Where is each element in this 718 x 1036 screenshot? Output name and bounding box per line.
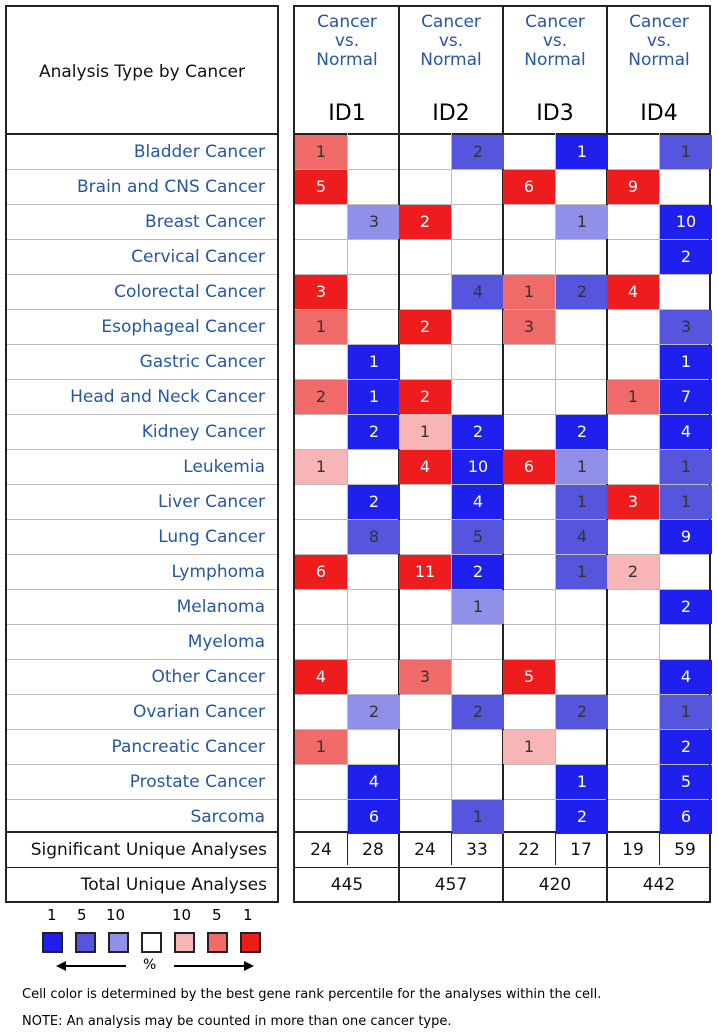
heatmap-cell[interactable]: 9 <box>607 170 659 204</box>
row-divider <box>7 204 277 205</box>
heatmap-cell[interactable]: 1 <box>660 485 712 519</box>
heatmap-cell[interactable]: 9 <box>660 520 712 554</box>
heatmap-cell[interactable]: 11 <box>399 555 451 589</box>
heatmap-cell[interactable]: 3 <box>607 485 659 519</box>
column-header-id2 <box>399 7 503 133</box>
significant-analyses-value: 22 <box>518 840 540 860</box>
column-header-id3 <box>503 7 607 133</box>
heatmap-cell[interactable]: 1 <box>452 800 504 834</box>
comparison-label-line: vs. <box>542 31 568 51</box>
note-counting: NOTE: An analysis may be counted in more than one cancer type. <box>22 1014 452 1029</box>
heatmap-cell[interactable]: 1 <box>295 135 347 169</box>
legend-red-number: 5 <box>212 906 222 924</box>
row-divider <box>7 694 277 695</box>
row-divider <box>7 554 277 555</box>
heatmap-cell[interactable]: 2 <box>452 695 504 729</box>
heatmap-cell[interactable]: 2 <box>399 205 451 239</box>
dataset-id-label: ID4 <box>640 101 678 126</box>
heatmap-cell[interactable]: 1 <box>295 450 347 484</box>
heatmap-cell[interactable]: 5 <box>503 660 555 694</box>
legend-red-number: 1 <box>243 906 253 924</box>
heatmap-cell[interactable]: 10 <box>660 205 712 239</box>
heatmap-cell[interactable]: 4 <box>399 450 451 484</box>
row-divider <box>7 484 277 485</box>
significant-analyses-label: Significant Unique Analyses <box>30 840 267 860</box>
heatmap-cell[interactable]: 8 <box>348 520 400 554</box>
comparison-label-line: Cancer <box>525 12 585 32</box>
heatmap-cell[interactable]: 1 <box>660 135 712 169</box>
heatmap-cell[interactable]: 2 <box>452 555 504 589</box>
row-divider <box>7 449 277 450</box>
significant-analyses-value: 17 <box>570 840 592 860</box>
row-label[interactable]: Lung Cancer <box>158 527 265 547</box>
heatmap-cell[interactable]: 1 <box>556 555 608 589</box>
header-divider-left <box>7 133 277 135</box>
row-label[interactable]: Bladder Cancer <box>133 142 265 162</box>
row-label[interactable]: Lymphoma <box>171 562 265 582</box>
heatmap-cell[interactable]: 3 <box>503 310 555 344</box>
heatmap-cell[interactable]: 1 <box>660 450 712 484</box>
heatmap-cell[interactable]: 6 <box>660 800 712 834</box>
legend-blue-number: 1 <box>47 906 57 924</box>
total-analyses-value: 457 <box>434 875 468 895</box>
comparison-label-line: vs. <box>438 31 464 51</box>
analysis-type-header: Analysis Type by Cancer <box>38 62 245 82</box>
left-arrow-head <box>56 961 66 971</box>
row-label[interactable]: Pancreatic Cancer <box>111 737 265 757</box>
row-divider <box>7 239 277 240</box>
heatmap-cell[interactable]: 4 <box>452 275 504 309</box>
total-analyses-value: 445 <box>330 875 364 895</box>
significant-analyses-value: 24 <box>310 840 332 860</box>
heatmap-cell[interactable]: 1 <box>348 345 400 379</box>
significant-analyses-value: 33 <box>466 840 488 860</box>
total-analyses-value: 442 <box>642 875 676 895</box>
row-label[interactable]: Head and Neck Cancer <box>70 387 265 407</box>
row-label[interactable]: Myeloma <box>187 632 265 652</box>
row-label[interactable]: Sarcoma <box>190 807 265 827</box>
significant-analyses-value: 59 <box>674 840 696 860</box>
column-header-id1 <box>295 7 399 133</box>
comparison-label-line: Cancer <box>421 12 481 32</box>
legend-swatch <box>108 932 129 953</box>
heatmap-cell[interactable]: 1 <box>503 275 555 309</box>
heatmap-cell[interactable]: 2 <box>348 485 400 519</box>
heatmap-cell[interactable]: 2 <box>295 380 347 414</box>
significant-analyses-value: 19 <box>622 840 644 860</box>
row-label[interactable]: Leukemia <box>183 457 265 477</box>
legend-swatch <box>75 932 96 953</box>
row-divider <box>7 659 277 660</box>
heatmap-cell[interactable]: 1 <box>348 380 400 414</box>
comparison-label[interactable] <box>295 13 399 70</box>
row-label[interactable]: Liver Cancer <box>158 492 265 512</box>
heatmap-cell[interactable]: 5 <box>660 765 712 799</box>
row-divider <box>7 169 277 170</box>
heatmap-cell[interactable]: 4 <box>556 520 608 554</box>
heatmap-cell[interactable]: 4 <box>452 485 504 519</box>
row-label[interactable]: Esophageal Cancer <box>101 317 265 337</box>
row-divider <box>7 344 277 345</box>
heatmap-cell[interactable]: 2 <box>660 240 712 274</box>
row-divider <box>7 799 277 800</box>
legend-swatch <box>240 932 261 953</box>
heatmap-cell[interactable]: 1 <box>607 380 659 414</box>
legend-swatch <box>174 932 195 953</box>
comparison-label-line: Normal <box>524 50 586 70</box>
heatmap-cell[interactable]: 5 <box>452 520 504 554</box>
comparison-label-line: Cancer <box>317 12 377 32</box>
heatmap-cell[interactable]: 1 <box>556 450 608 484</box>
heatmap-cell[interactable]: 3 <box>295 275 347 309</box>
heatmap-cell[interactable]: 3 <box>399 660 451 694</box>
heatmap-cell[interactable]: 2 <box>399 380 451 414</box>
heatmap-cell[interactable]: 4 <box>607 275 659 309</box>
note-color: Cell color is determined by the best gene rank percentile for the analyses within the cell. <box>22 987 602 1002</box>
heatmap-cell[interactable]: 6 <box>348 800 400 834</box>
heatmap-cell[interactable]: 2 <box>556 800 608 834</box>
row-label[interactable]: Breast Cancer <box>145 212 265 232</box>
heatmap-cell[interactable]: 4 <box>348 765 400 799</box>
row-label[interactable]: Prostate Cancer <box>129 772 265 792</box>
heatmap-cell[interactable]: 1 <box>295 730 347 764</box>
row-label[interactable]: Melanoma <box>176 597 265 617</box>
heatmap-cell[interactable]: 1 <box>452 590 504 624</box>
heatmap-cell[interactable]: 1 <box>556 135 608 169</box>
row-divider <box>7 414 277 415</box>
heatmap-cell[interactable]: 4 <box>660 415 712 449</box>
legend-blue-number: 5 <box>77 906 87 924</box>
row-label-panel <box>5 5 279 903</box>
legend-swatch <box>141 932 162 953</box>
percent-symbol: % <box>143 957 157 973</box>
row-divider <box>7 624 277 625</box>
comparison-label-line: Normal <box>316 50 378 70</box>
column-header-id4 <box>607 7 711 133</box>
heatmap-cell[interactable]: 1 <box>503 730 555 764</box>
heatmap-cell[interactable]: 6 <box>503 450 555 484</box>
heatmap-cell[interactable]: 2 <box>556 695 608 729</box>
heatmap-cell[interactable]: 1 <box>556 765 608 799</box>
heatmap-cell[interactable]: 2 <box>660 590 712 624</box>
heatmap-cell[interactable]: 3 <box>660 310 712 344</box>
row-label[interactable]: Colorectal Cancer <box>114 282 265 302</box>
heatmap-cell[interactable]: 2 <box>660 730 712 764</box>
heatmap-cell[interactable]: 1 <box>660 345 712 379</box>
right-arrow-head <box>244 961 254 971</box>
row-divider <box>7 274 277 275</box>
row-divider <box>7 729 277 730</box>
comparison-label[interactable] <box>503 13 607 70</box>
heatmap-cell[interactable]: 1 <box>295 310 347 344</box>
legend-swatch <box>207 932 228 953</box>
dataset-id-label: ID2 <box>432 101 470 126</box>
heatmap-cell[interactable]: 10 <box>452 450 504 484</box>
significant-analyses-value: 24 <box>414 840 436 860</box>
heatmap-cell[interactable]: 1 <box>556 205 608 239</box>
dataset-id-label: ID3 <box>536 101 574 126</box>
row-label[interactable]: Brain and CNS Cancer <box>77 177 265 197</box>
heatmap-cell[interactable]: 5 <box>295 170 347 204</box>
heatmap-cell[interactable]: 1 <box>556 485 608 519</box>
heatmap-cell[interactable]: 1 <box>660 695 712 729</box>
row-divider <box>7 589 277 590</box>
row-label[interactable]: Ovarian Cancer <box>132 702 265 722</box>
comparison-label-line: Normal <box>420 50 482 70</box>
heatmap-cell[interactable]: 2 <box>348 415 400 449</box>
row-label[interactable]: Kidney Cancer <box>141 422 265 442</box>
heatmap-grid <box>293 5 711 903</box>
heatmap-cell[interactable]: 6 <box>295 555 347 589</box>
heatmap-cell[interactable]: 7 <box>660 380 712 414</box>
row-label[interactable]: Gastric Cancer <box>139 352 265 372</box>
row-divider <box>7 379 277 380</box>
comparison-label[interactable] <box>607 13 711 70</box>
comparison-label-line: Cancer <box>629 12 689 32</box>
total-analyses-label: Total Unique Analyses <box>80 875 267 895</box>
heatmap-cell[interactable]: 6 <box>503 170 555 204</box>
total-analyses-value: 420 <box>538 875 572 895</box>
row-divider <box>7 309 277 310</box>
row-label[interactable]: Cervical Cancer <box>131 247 265 267</box>
heatmap-cell[interactable]: 2 <box>452 415 504 449</box>
legend-swatch <box>42 932 63 953</box>
significant-analyses-value: 28 <box>362 840 384 860</box>
comparison-label-line: vs. <box>646 31 672 51</box>
row-divider <box>7 519 277 520</box>
heatmap-cell[interactable]: 1 <box>399 415 451 449</box>
legend-blue-number: 10 <box>106 906 126 924</box>
row-label[interactable]: Other Cancer <box>151 667 265 687</box>
comparison-label[interactable] <box>399 13 503 70</box>
heatmap-cell[interactable]: 2 <box>607 555 659 589</box>
dataset-id-label: ID1 <box>328 101 366 126</box>
heatmap-cell[interactable]: 2 <box>556 415 608 449</box>
heatmap-cell[interactable]: 2 <box>556 275 608 309</box>
comparison-label-line: vs. <box>334 31 360 51</box>
heatmap-cell[interactable]: 2 <box>348 695 400 729</box>
heatmap-cell[interactable]: 3 <box>348 205 400 239</box>
comparison-label-line: Normal <box>628 50 690 70</box>
heatmap-cell[interactable]: 2 <box>399 310 451 344</box>
row-divider <box>7 764 277 765</box>
heatmap-cell[interactable]: 4 <box>660 660 712 694</box>
legend-red-number: 10 <box>172 906 192 924</box>
heatmap-cell[interactable]: 2 <box>452 135 504 169</box>
heatmap-cell[interactable]: 4 <box>295 660 347 694</box>
